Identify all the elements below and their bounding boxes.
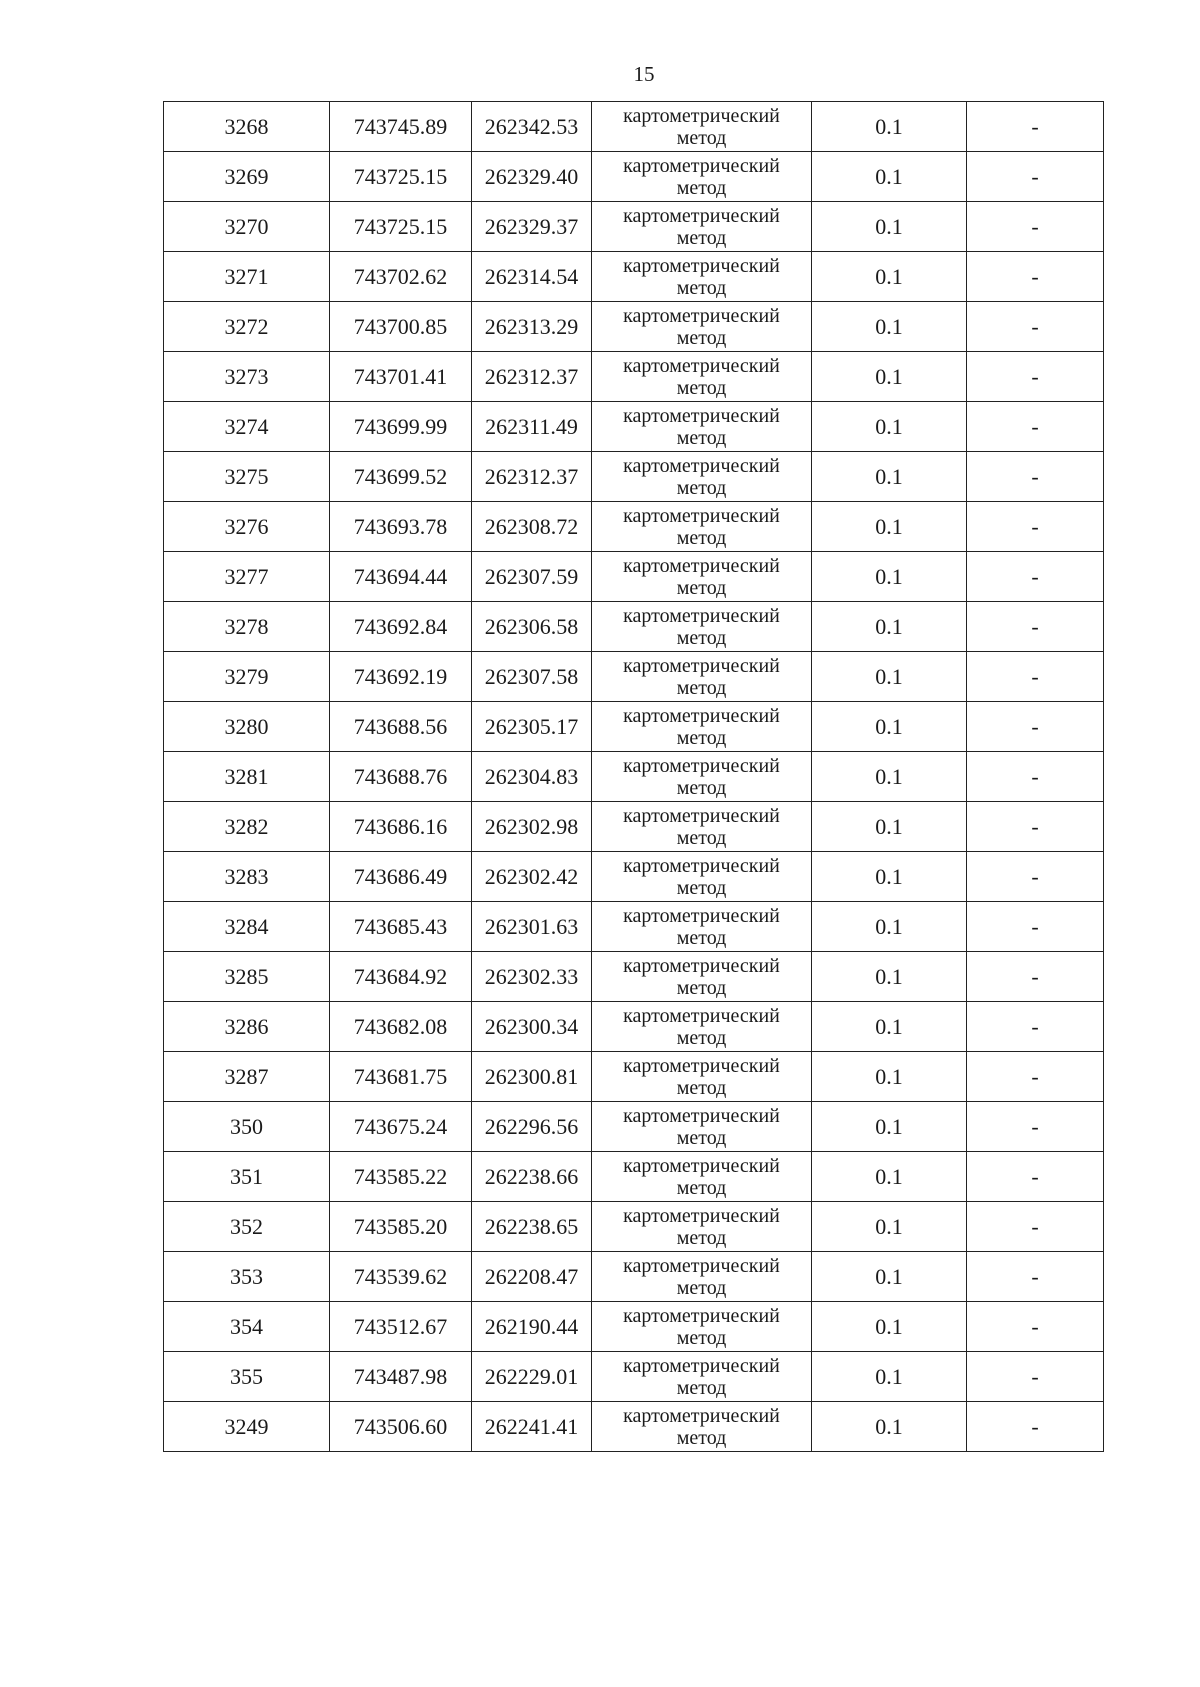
point-number-cell: 353 [164, 1252, 330, 1302]
table-row [164, 1002, 1104, 1052]
table-row [164, 1052, 1104, 1102]
method-label-line1: картометрический [623, 1254, 780, 1277]
method-label-line1: картометрический [623, 554, 780, 577]
x-coordinate-cell: 743682.08 [330, 1002, 472, 1052]
method-label-line1: картометрический [623, 604, 780, 627]
method-label-line2: метод [676, 226, 727, 249]
method-label-line1: картометрический [623, 904, 780, 927]
method-cell [592, 302, 812, 352]
x-coordinate-cell: 743702.62 [330, 252, 472, 302]
x-coordinate-cell: 743745.89 [330, 102, 472, 152]
table-row [164, 152, 1104, 202]
method-label-line2: метод [676, 426, 727, 449]
accuracy-cell: 0.1 [812, 1002, 967, 1052]
method-label-line1: картометрический [623, 1304, 780, 1327]
note-cell: - [967, 502, 1104, 552]
table-row [164, 852, 1104, 902]
x-coordinate-cell: 743692.84 [330, 602, 472, 652]
point-number-cell: 3272 [164, 302, 330, 352]
table-row [164, 1102, 1104, 1152]
y-coordinate-cell: 262238.65 [472, 1202, 592, 1252]
method-label-line2: метод [676, 1226, 727, 1249]
note-cell: - [967, 102, 1104, 152]
note-cell: - [967, 1152, 1104, 1202]
point-number-cell: 3275 [164, 452, 330, 502]
method-label-line1: картометрический [623, 1004, 780, 1027]
method-label-line1: картометрический [623, 754, 780, 777]
note-cell: - [967, 1202, 1104, 1252]
table-row [164, 252, 1104, 302]
method-label-line1: картометрический [623, 454, 780, 477]
note-cell: - [967, 452, 1104, 502]
y-coordinate-cell: 262307.59 [472, 552, 592, 602]
method-cell [592, 902, 812, 952]
x-coordinate-cell: 743512.67 [330, 1302, 472, 1352]
method-label-line1: картометрический [623, 854, 780, 877]
accuracy-cell: 0.1 [812, 852, 967, 902]
method-label-line1: картометрический [623, 704, 780, 727]
x-coordinate-cell: 743686.49 [330, 852, 472, 902]
accuracy-cell: 0.1 [812, 152, 967, 202]
method-cell [592, 802, 812, 852]
x-coordinate-cell: 743685.43 [330, 902, 472, 952]
accuracy-cell: 0.1 [812, 1352, 967, 1402]
point-number-cell: 3269 [164, 152, 330, 202]
method-cell [592, 1052, 812, 1102]
method-cell [592, 552, 812, 602]
note-cell: - [967, 1102, 1104, 1152]
method-cell [592, 752, 812, 802]
y-coordinate-cell: 262229.01 [472, 1352, 592, 1402]
y-coordinate-cell: 262307.58 [472, 652, 592, 702]
note-cell: - [967, 1302, 1104, 1352]
point-number-cell: 3271 [164, 252, 330, 302]
x-coordinate-cell: 743701.41 [330, 352, 472, 402]
method-label-line2: метод [676, 1376, 727, 1399]
table-row [164, 1302, 1104, 1352]
method-label-line2: метод [676, 176, 727, 199]
y-coordinate-cell: 262314.54 [472, 252, 592, 302]
method-label-line2: метод [676, 1276, 727, 1299]
x-coordinate-cell: 743585.22 [330, 1152, 472, 1202]
method-label-line1: картометрический [623, 254, 780, 277]
table-row [164, 552, 1104, 602]
point-number-cell: 3283 [164, 852, 330, 902]
point-number-cell: 3278 [164, 602, 330, 652]
method-cell [592, 652, 812, 702]
accuracy-cell: 0.1 [812, 652, 967, 702]
y-coordinate-cell: 262241.41 [472, 1402, 592, 1452]
point-number-cell: 352 [164, 1202, 330, 1252]
method-label-line2: метод [676, 376, 727, 399]
method-label-line2: метод [676, 576, 727, 599]
table-row [164, 1202, 1104, 1252]
table-row [164, 952, 1104, 1002]
y-coordinate-cell: 262304.83 [472, 752, 592, 802]
note-cell: - [967, 702, 1104, 752]
y-coordinate-cell: 262302.33 [472, 952, 592, 1002]
point-number-cell: 3270 [164, 202, 330, 252]
point-number-cell: 3281 [164, 752, 330, 802]
method-label-line2: метод [676, 826, 727, 849]
method-label-line2: метод [676, 526, 727, 549]
method-cell [592, 952, 812, 1002]
accuracy-cell: 0.1 [812, 552, 967, 602]
method-label-line1: картометрический [623, 104, 780, 127]
point-number-cell: 3282 [164, 802, 330, 852]
accuracy-cell: 0.1 [812, 252, 967, 302]
method-label-line2: метод [676, 126, 727, 149]
method-label-line1: картометрический [623, 1154, 780, 1177]
x-coordinate-cell: 743693.78 [330, 502, 472, 552]
method-label-line2: метод [676, 1426, 727, 1449]
method-label-line2: метод [676, 1326, 727, 1349]
accuracy-cell: 0.1 [812, 402, 967, 452]
accuracy-cell: 0.1 [812, 1252, 967, 1302]
accuracy-cell: 0.1 [812, 102, 967, 152]
method-label-line1: картометрический [623, 504, 780, 527]
method-label-line1: картометрический [623, 954, 780, 977]
method-cell [592, 1302, 812, 1352]
x-coordinate-cell: 743539.62 [330, 1252, 472, 1302]
method-label-line2: метод [676, 1026, 727, 1049]
y-coordinate-cell: 262302.42 [472, 852, 592, 902]
note-cell: - [967, 1252, 1104, 1302]
method-label-line2: метод [676, 626, 727, 649]
method-label-line1: картометрический [623, 654, 780, 677]
y-coordinate-cell: 262308.72 [472, 502, 592, 552]
method-label-line1: картометрический [623, 804, 780, 827]
note-cell: - [967, 1052, 1104, 1102]
table-row [164, 652, 1104, 702]
accuracy-cell: 0.1 [812, 602, 967, 652]
note-cell: - [967, 952, 1104, 1002]
note-cell: - [967, 152, 1104, 202]
method-label-line1: картометрический [623, 1404, 780, 1427]
method-label-line2: метод [676, 1126, 727, 1149]
note-cell: - [967, 1352, 1104, 1402]
y-coordinate-cell: 262329.40 [472, 152, 592, 202]
note-cell: - [967, 852, 1104, 902]
y-coordinate-cell: 262300.81 [472, 1052, 592, 1102]
point-number-cell: 3285 [164, 952, 330, 1002]
note-cell: - [967, 752, 1104, 802]
note-cell: - [967, 802, 1104, 852]
x-coordinate-cell: 743688.76 [330, 752, 472, 802]
x-coordinate-cell: 743684.92 [330, 952, 472, 1002]
table-row [164, 302, 1104, 352]
accuracy-cell: 0.1 [812, 752, 967, 802]
point-number-cell: 355 [164, 1352, 330, 1402]
method-label-line2: метод [676, 676, 727, 699]
table-row [164, 1252, 1104, 1302]
method-cell [592, 252, 812, 302]
method-label-line2: метод [676, 926, 727, 949]
y-coordinate-cell: 262342.53 [472, 102, 592, 152]
method-cell [592, 452, 812, 502]
point-number-cell: 350 [164, 1102, 330, 1152]
table-row [164, 702, 1104, 752]
point-number-cell: 3277 [164, 552, 330, 602]
note-cell: - [967, 1002, 1104, 1052]
point-number-cell: 351 [164, 1152, 330, 1202]
table-row [164, 1402, 1104, 1452]
method-label-line2: метод [676, 726, 727, 749]
x-coordinate-cell: 743487.98 [330, 1352, 472, 1402]
note-cell: - [967, 202, 1104, 252]
accuracy-cell: 0.1 [812, 502, 967, 552]
method-label-line2: метод [676, 1076, 727, 1099]
x-coordinate-cell: 743699.99 [330, 402, 472, 452]
table-row [164, 352, 1104, 402]
point-number-cell: 3268 [164, 102, 330, 152]
method-label-line2: метод [676, 276, 727, 299]
accuracy-cell: 0.1 [812, 352, 967, 402]
y-coordinate-cell: 262311.49 [472, 402, 592, 452]
method-label-line1: картометрический [623, 1354, 780, 1377]
method-label-line1: картометрический [623, 154, 780, 177]
x-coordinate-cell: 743688.56 [330, 702, 472, 752]
x-coordinate-cell: 743506.60 [330, 1402, 472, 1452]
x-coordinate-cell: 743725.15 [330, 152, 472, 202]
y-coordinate-cell: 262313.29 [472, 302, 592, 352]
method-cell [592, 1202, 812, 1252]
table-row [164, 102, 1104, 152]
method-cell [592, 602, 812, 652]
table-row [164, 502, 1104, 552]
note-cell: - [967, 552, 1104, 602]
y-coordinate-cell: 262238.66 [472, 1152, 592, 1202]
method-cell [592, 402, 812, 452]
point-number-cell: 3276 [164, 502, 330, 552]
accuracy-cell: 0.1 [812, 1152, 967, 1202]
x-coordinate-cell: 743675.24 [330, 1102, 472, 1152]
y-coordinate-cell: 262329.37 [472, 202, 592, 252]
point-number-cell: 3280 [164, 702, 330, 752]
x-coordinate-cell: 743700.85 [330, 302, 472, 352]
accuracy-cell: 0.1 [812, 1052, 967, 1102]
method-cell [592, 152, 812, 202]
accuracy-cell: 0.1 [812, 802, 967, 852]
method-label-line2: метод [676, 476, 727, 499]
y-coordinate-cell: 262208.47 [472, 1252, 592, 1302]
method-label-line1: картометрический [623, 204, 780, 227]
y-coordinate-cell: 262300.34 [472, 1002, 592, 1052]
point-number-cell: 354 [164, 1302, 330, 1352]
method-label-line1: картометрический [623, 1204, 780, 1227]
x-coordinate-cell: 743686.16 [330, 802, 472, 852]
coordinates-table [163, 101, 1104, 1452]
page-number: 15 [633, 62, 655, 86]
accuracy-cell: 0.1 [812, 302, 967, 352]
method-label-line2: метод [676, 776, 727, 799]
table-row [164, 802, 1104, 852]
method-cell [592, 1352, 812, 1402]
table-row [164, 452, 1104, 502]
y-coordinate-cell: 262190.44 [472, 1302, 592, 1352]
table-row [164, 1352, 1104, 1402]
accuracy-cell: 0.1 [812, 1202, 967, 1252]
method-cell [592, 352, 812, 402]
point-number-cell: 3279 [164, 652, 330, 702]
accuracy-cell: 0.1 [812, 202, 967, 252]
x-coordinate-cell: 743699.52 [330, 452, 472, 502]
table-row [164, 402, 1104, 452]
point-number-cell: 3287 [164, 1052, 330, 1102]
method-label-line1: картометрический [623, 1054, 780, 1077]
method-cell [592, 1402, 812, 1452]
table-row [164, 202, 1104, 252]
accuracy-cell: 0.1 [812, 1302, 967, 1352]
x-coordinate-cell: 743681.75 [330, 1052, 472, 1102]
x-coordinate-cell: 743694.44 [330, 552, 472, 602]
table-row [164, 752, 1104, 802]
method-label-line1: картометрический [623, 1104, 780, 1127]
method-label-line2: метод [676, 976, 727, 999]
table-row [164, 1152, 1104, 1202]
point-number-cell: 3286 [164, 1002, 330, 1052]
point-number-cell: 3274 [164, 402, 330, 452]
method-label-line1: картометрический [623, 354, 780, 377]
coordinates-table-body [164, 102, 1104, 1452]
method-label-line2: метод [676, 1176, 727, 1199]
accuracy-cell: 0.1 [812, 1402, 967, 1452]
y-coordinate-cell: 262305.17 [472, 702, 592, 752]
accuracy-cell: 0.1 [812, 702, 967, 752]
note-cell: - [967, 652, 1104, 702]
y-coordinate-cell: 262312.37 [472, 352, 592, 402]
y-coordinate-cell: 262302.98 [472, 802, 592, 852]
method-cell [592, 702, 812, 752]
note-cell: - [967, 302, 1104, 352]
method-cell [592, 102, 812, 152]
note-cell: - [967, 402, 1104, 452]
method-cell [592, 1102, 812, 1152]
table-row [164, 602, 1104, 652]
note-cell: - [967, 1402, 1104, 1452]
y-coordinate-cell: 262312.37 [472, 452, 592, 502]
method-cell [592, 1252, 812, 1302]
method-cell [592, 502, 812, 552]
accuracy-cell: 0.1 [812, 952, 967, 1002]
note-cell: - [967, 252, 1104, 302]
accuracy-cell: 0.1 [812, 452, 967, 502]
note-cell: - [967, 902, 1104, 952]
y-coordinate-cell: 262296.56 [472, 1102, 592, 1152]
note-cell: - [967, 352, 1104, 402]
note-cell: - [967, 602, 1104, 652]
method-cell [592, 1002, 812, 1052]
point-number-cell: 3284 [164, 902, 330, 952]
method-label-line2: метод [676, 326, 727, 349]
x-coordinate-cell: 743692.19 [330, 652, 472, 702]
point-number-cell: 3249 [164, 1402, 330, 1452]
x-coordinate-cell: 743725.15 [330, 202, 472, 252]
method-cell [592, 1152, 812, 1202]
method-cell [592, 852, 812, 902]
method-label-line2: метод [676, 876, 727, 899]
accuracy-cell: 0.1 [812, 1102, 967, 1152]
accuracy-cell: 0.1 [812, 902, 967, 952]
x-coordinate-cell: 743585.20 [330, 1202, 472, 1252]
method-label-line1: картометрический [623, 404, 780, 427]
y-coordinate-cell: 262306.58 [472, 602, 592, 652]
y-coordinate-cell: 262301.63 [472, 902, 592, 952]
table-row [164, 902, 1104, 952]
point-number-cell: 3273 [164, 352, 330, 402]
method-label-line1: картометрический [623, 304, 780, 327]
method-cell [592, 202, 812, 252]
